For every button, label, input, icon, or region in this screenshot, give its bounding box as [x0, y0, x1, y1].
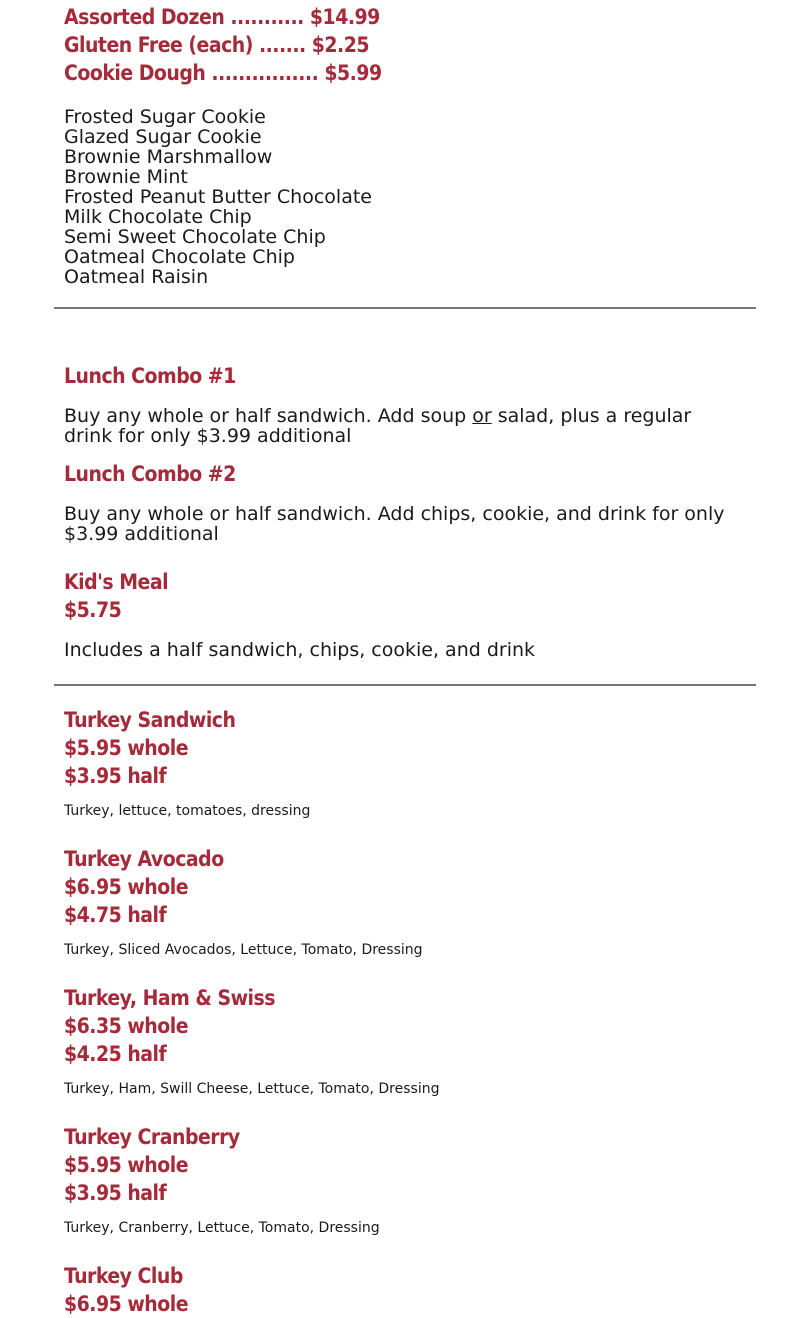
- flavor-item: Frosted Peanut Butter Chocolate: [64, 186, 372, 208]
- flavor-item: Semi Sweet Chocolate Chip: [64, 226, 326, 248]
- sandwich-name: Turkey, Ham & Swiss: [64, 986, 275, 1010]
- sandwich-turkey: [64, 706, 744, 820]
- sandwich-desc: Turkey, Sliced Avocados, Lettuce, Tomato, Dressing: [64, 942, 423, 958]
- lunch-combo-1: [64, 362, 744, 446]
- kids-meal-title: Kid's Meal: [64, 570, 169, 594]
- flavor-item: Frosted Sugar Cookie: [64, 106, 266, 128]
- sandwich-name: Turkey Avocado: [64, 847, 224, 871]
- price-cookie-dough: Cookie Dough ................ $5.99: [64, 61, 382, 85]
- lunch-combo-2: [64, 460, 744, 544]
- sandwich-turkey-club: [64, 1262, 744, 1318]
- section-divider: [54, 307, 756, 309]
- kids-meal-price: $5.75: [64, 598, 122, 622]
- flavor-item: Glazed Sugar Cookie: [64, 126, 262, 148]
- section-divider: [54, 684, 756, 686]
- price-assorted-dozen: Assorted Dozen ........... $14.99: [64, 5, 380, 29]
- sandwich-price-whole: $6.95 whole: [64, 1292, 189, 1316]
- sandwich-name: Turkey Sandwich: [64, 708, 236, 732]
- sandwich-name: Turkey Club: [64, 1264, 183, 1288]
- combo-1-desc-before: Buy any whole or half sandwich. Add soup: [64, 405, 473, 427]
- sandwich-price-whole: $6.95 whole: [64, 875, 189, 899]
- kids-meal-desc: Includes a half sandwich, chips, cookie, and drink: [64, 639, 536, 661]
- cookie-pricing: [64, 3, 744, 87]
- sandwich-turkey-ham-swiss: [64, 984, 744, 1098]
- sandwich-desc: Turkey, Cranberry, Lettuce, Tomato, Dressing: [64, 1220, 380, 1236]
- sandwich-price-whole: $6.35 whole: [64, 1014, 189, 1038]
- combo-2-title: Lunch Combo #2: [64, 462, 236, 486]
- sandwich-price-half: $4.25 half: [64, 1042, 167, 1066]
- combo-1-desc-or: or: [472, 405, 492, 427]
- kids-meal: [64, 568, 744, 660]
- combo-1-desc: [64, 406, 744, 446]
- flavor-list: [64, 107, 744, 287]
- flavor-item: Milk Chocolate Chip: [64, 206, 252, 228]
- sandwich-turkey-cranberry: [64, 1123, 744, 1237]
- flavor-item: Brownie Mint: [64, 166, 188, 188]
- sandwich-price-half: $3.95 half: [64, 764, 167, 788]
- flavor-item: Oatmeal Chocolate Chip: [64, 246, 295, 268]
- sandwich-price-whole: $5.95 whole: [64, 736, 189, 760]
- sandwich-price-half: $3.95 half: [64, 1181, 167, 1205]
- flavor-item: Brownie Marshmallow: [64, 146, 273, 168]
- price-gluten-free: Gluten Free (each) ....... $2.25: [64, 33, 370, 57]
- sandwich-price-half: $4.75 half: [64, 903, 167, 927]
- sandwich-name: Turkey Cranberry: [64, 1125, 240, 1149]
- sandwich-turkey-avocado: [64, 845, 744, 959]
- sandwich-price-whole: $5.95 whole: [64, 1153, 189, 1177]
- combo-2-desc: Buy any whole or half sandwich. Add chips, cookie, and drink for only $3.99 additional: [64, 503, 725, 545]
- sandwich-desc: Turkey, lettuce, tomatoes, dressing: [64, 803, 311, 819]
- combo-1-title: Lunch Combo #1: [64, 364, 236, 388]
- combo-1-desc-after: salad, plus a regular drink for only $3.99 additional: [64, 405, 692, 447]
- flavor-item: Oatmeal Raisin: [64, 266, 209, 288]
- sandwich-desc: Turkey, Ham, Swill Cheese, Lettuce, Tomato, Dressing: [64, 1081, 440, 1097]
